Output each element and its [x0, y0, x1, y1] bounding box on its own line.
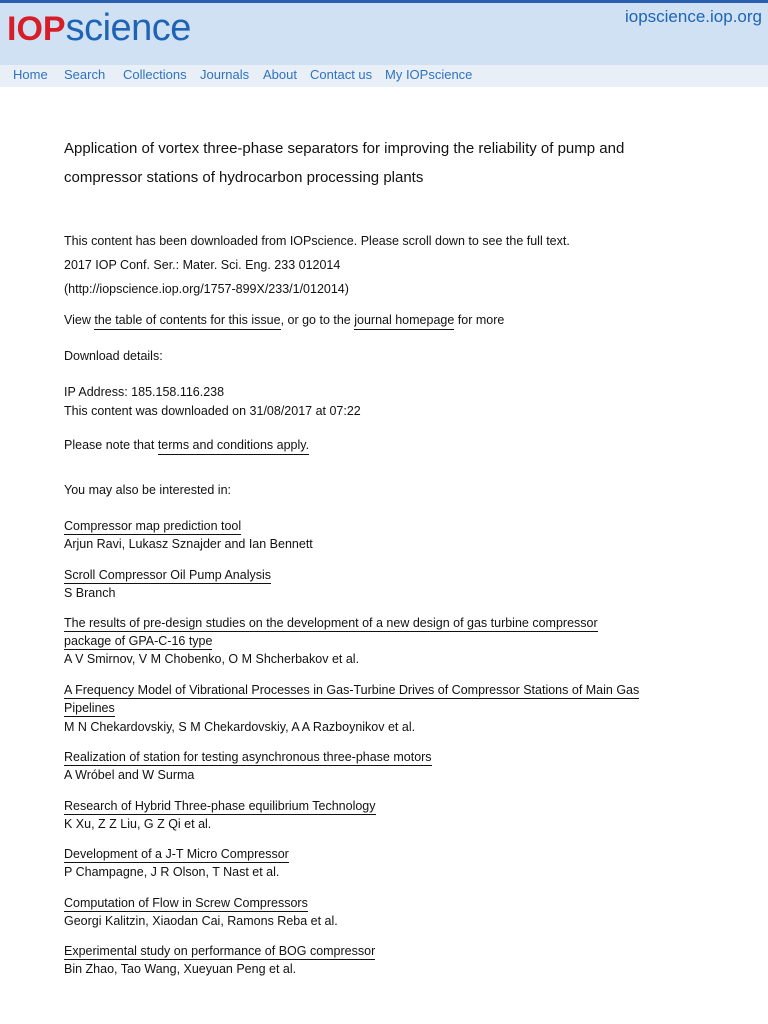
downloaded-on: This content was downloaded on 31/08/2017 at 07:22 — [64, 404, 361, 418]
ip-address: IP Address: 185.158.116.238 — [64, 385, 225, 399]
related-item-authors: P Champagne, J R Olson, T Nast et al. — [64, 865, 280, 879]
interested-label: You may also be interested in: — [64, 483, 232, 497]
view-prefix: View — [64, 313, 95, 327]
citation: 2017 IOP Conf. Ser.: Mater. Sci. Eng. 233 012014 — [64, 258, 341, 272]
related-item-title — [64, 749, 432, 765]
nav-about[interactable]: About — [263, 67, 297, 82]
journal-homepage-link[interactable]: journal homepage — [354, 313, 454, 330]
download-notice: This content has been downloaded from IOPscience. Please scroll down to see the full text. — [64, 234, 570, 248]
related-title-link[interactable]: Scroll Compressor Oil Pump Analysis — [64, 568, 272, 582]
related-item-authors: Bin Zhao, Tao Wang, Xueyuan Peng et al. — [64, 962, 297, 976]
view-suffix: for more — [454, 313, 505, 327]
related-item-title — [64, 682, 639, 698]
related-item-authors: Arjun Ravi, Lukasz Sznajder and Ian Bennett — [64, 537, 313, 551]
related-item-title-cont — [64, 633, 212, 649]
related-item-authors: M N Chekardovskiy, S M Chekardovskiy, A A Razboynikov et al. — [64, 720, 416, 734]
related-item-title — [64, 846, 289, 862]
related-title-link[interactable]: package of GPA-C-16 type — [64, 634, 213, 648]
related-item-authors: A Wróbel and W Surma — [64, 768, 195, 782]
related-title-link[interactable]: A Frequency Model of Vibrational Processes in Gas-Turbine Drives of Compressor Stations of Main Gas — [64, 683, 640, 697]
doi-url: (http://iopscience.iop.org/1757-899X/233/1/012014) — [64, 282, 349, 296]
related-title-link[interactable]: Compressor map prediction tool — [64, 519, 242, 533]
related-item-title — [64, 943, 375, 959]
nav-contact-us[interactable]: Contact us — [310, 67, 373, 82]
related-title-link[interactable]: The results of pre-design studies on the development of a new design of gas turbine compressor — [64, 616, 598, 630]
logo-science-text: science — [65, 7, 191, 49]
article-title: Application of vortex three-phase separators for improving the reliability of pump and compressor stations of hydrocarbon processing plants — [64, 140, 625, 186]
related-title-link[interactable]: Research of Hybrid Three-phase equilibrium Technology — [64, 799, 376, 813]
nav-search[interactable]: Search — [64, 67, 106, 82]
related-item-title — [64, 615, 598, 631]
toc-link[interactable]: the table of contents for this issue — [94, 313, 280, 330]
related-title-link[interactable]: Realization of station for testing asynchronous three-phase motors — [64, 750, 432, 764]
nav-home[interactable]: Home — [13, 67, 48, 82]
related-item-authors: A V Smirnov, V M Chobenko, O M Shcherbakov et al. — [64, 652, 360, 666]
logo-iop-text: IOP — [7, 10, 66, 48]
related-title-link[interactable]: Development of a J-T Micro Compressor — [64, 847, 289, 861]
related-item-authors: S Branch — [64, 586, 116, 600]
related-item-authors: Georgi Kalitzin, Xiaodan Cai, Ramons Reba et al. — [64, 914, 338, 928]
site-url-link[interactable]: iopscience.iop.org — [624, 7, 762, 26]
related-title-link[interactable]: Computation of Flow in Screw Compressors — [64, 896, 308, 910]
terms-note — [64, 437, 309, 453]
iopscience-logo[interactable] — [7, 5, 191, 52]
related-item-title — [64, 567, 271, 583]
terms-link[interactable]: terms and conditions apply. — [158, 438, 309, 455]
related-item-title-cont — [64, 700, 115, 716]
related-item-title — [64, 518, 241, 534]
related-title-link[interactable]: Experimental study on performance of BOG compressor — [64, 944, 376, 958]
download-details-label: Download details: — [64, 349, 163, 363]
related-item-title — [64, 798, 376, 814]
view-middle: , or go to the — [280, 313, 355, 327]
nav-journals[interactable]: Journals — [200, 67, 250, 82]
related-item-authors: K Xu, Z Z Liu, G Z Qi et al. — [64, 817, 212, 831]
view-links-line — [64, 312, 504, 328]
main-nav — [0, 65, 768, 87]
related-title-link[interactable]: Pipelines — [64, 701, 115, 715]
site-header — [0, 3, 768, 65]
nav-collections[interactable]: Collections — [123, 67, 187, 82]
nav-my-iopscience[interactable]: My IOPscience — [385, 67, 473, 82]
related-item-title — [64, 895, 308, 911]
terms-prefix: Please note that — [64, 438, 158, 452]
